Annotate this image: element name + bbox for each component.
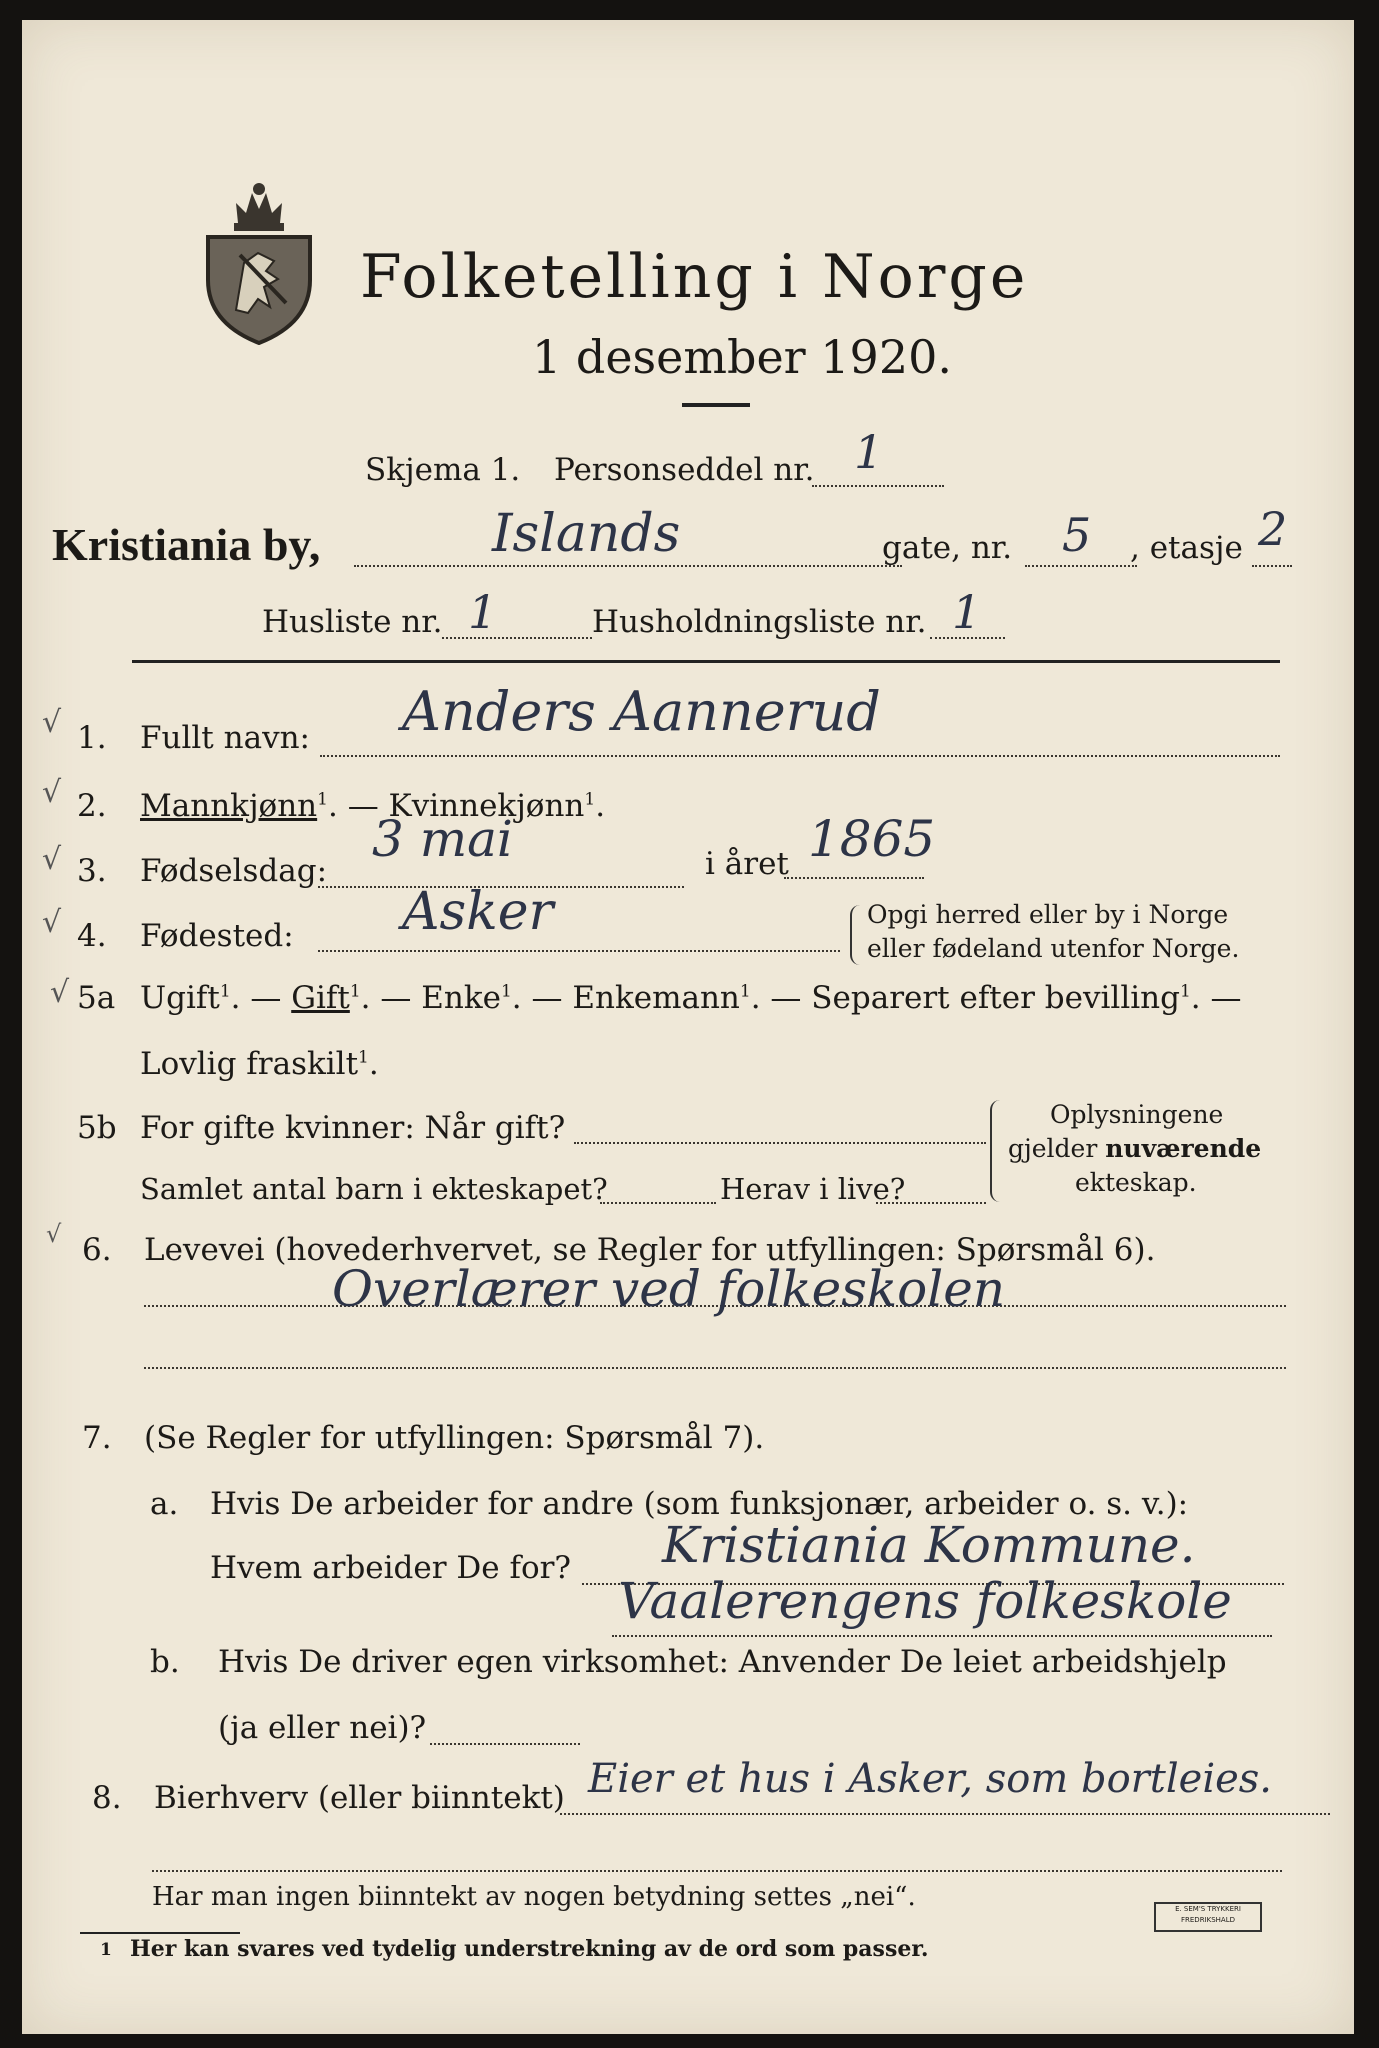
q1-line xyxy=(320,755,1280,757)
q7a-letter: a. xyxy=(150,1486,179,1522)
q2-kvinne-option: Kvinnekjønn xyxy=(388,788,585,824)
q7a-text: Hvis De arbeider for andre (som funksjonær, arbeider o. s. v.): xyxy=(210,1486,1189,1522)
q5a-enke-option: Enke xyxy=(421,980,501,1016)
house-number-line xyxy=(1025,565,1137,567)
q5a-options: Ugift$^1$. — Gift$^1$. — Enke$^1$. — Enkemann$^1$. — Separert efter bevilling$^1$. — xyxy=(140,980,1242,1016)
coat-of-arms-icon xyxy=(200,175,318,345)
q4-note-2: eller fødeland utenfor Norge. xyxy=(867,934,1240,963)
etasje-value: 2 xyxy=(1258,502,1288,556)
q7a-employer-value-1: Kristiania Kommune. xyxy=(662,1516,1196,1574)
q5b-note-1: Oplysningene xyxy=(1050,1100,1224,1129)
check-mark-2: √ xyxy=(42,775,62,810)
q6-number: 6. xyxy=(82,1232,112,1268)
q5a-gift-option: Gift xyxy=(291,980,350,1016)
printer-stamp-line-2: FREDRIKSHALD xyxy=(1180,1916,1235,1924)
q4-note-1: Opgi herred eller by i Norge xyxy=(867,900,1229,929)
husliste-line xyxy=(442,637,592,639)
q7b-line xyxy=(430,1743,580,1745)
form-title: Folketelling i Norge xyxy=(360,242,1029,312)
q1-name-value: Anders Aannerud xyxy=(402,680,881,743)
q1-label: Fullt navn: xyxy=(140,720,310,756)
q5b-children-line xyxy=(600,1202,716,1204)
q1-number: 1. xyxy=(77,720,107,756)
personseddel-label: Personseddel nr. xyxy=(554,452,815,488)
q3-year-line xyxy=(784,877,924,879)
q6-label: Levevei (hovederhvervet, se Regler for utfyllingen: Spørsmål 6). xyxy=(144,1232,1156,1268)
husholdning-label: Husholdningsliste nr. xyxy=(592,604,927,640)
street-line xyxy=(354,565,902,567)
city-label: Kristiania by, xyxy=(52,519,321,570)
q4-brace xyxy=(850,905,860,965)
q5a-separert-option: Separert efter bevilling xyxy=(811,980,1180,1016)
q5a-fraskilt-option: Lovlig fraskilt xyxy=(140,1046,359,1082)
check-mark-4: √ xyxy=(42,905,62,940)
q5b-number: 5b xyxy=(77,1110,117,1146)
header-divider xyxy=(132,660,1280,663)
q5b-living-line xyxy=(876,1202,986,1204)
q2-options: Mannkjønn$^1$. — Kvinnekjønn$^1$. xyxy=(140,788,606,824)
q6-occupation-value: Overlærer ved folkeskolen xyxy=(332,1260,1006,1318)
q8-secondary-income-value: Eier et hus i Asker, som bortleies. xyxy=(588,1756,1273,1802)
personseddel-value: 1 xyxy=(854,425,884,479)
printer-stamp-line-1: E. SEM'S TRYKKERI xyxy=(1175,1905,1241,1913)
husholdning-value: 1 xyxy=(952,585,982,639)
husliste-label: Husliste nr. xyxy=(262,604,443,640)
q4-line xyxy=(318,950,840,952)
footnote-rule xyxy=(80,1932,240,1934)
title-rule xyxy=(682,403,750,407)
q3-number: 3. xyxy=(77,853,107,889)
check-mark-5a: √ xyxy=(50,975,70,1010)
q8-label: Bierhverv (eller biinntekt) xyxy=(154,1780,565,1816)
q7b-label: (ja eller nei)? xyxy=(218,1710,427,1746)
q7-label: (Se Regler for utfyllingen: Spørsmål 7). xyxy=(144,1420,765,1456)
q3-year-value: 1865 xyxy=(808,810,936,868)
q3-label: Fødselsdag: xyxy=(140,853,328,889)
no-income-note: Har man ingen biinntekt av nogen betydning settes „nei“. xyxy=(152,1882,916,1912)
check-mark-3: √ xyxy=(42,842,62,877)
q2-mann-option: Mannkjønn xyxy=(140,788,318,824)
house-number-value: 5 xyxy=(1062,508,1092,562)
printer-stamp xyxy=(1154,1902,1262,1932)
q5b-living-label: Herav i live? xyxy=(720,1172,906,1206)
street-value: Islands xyxy=(492,504,681,564)
q6-line-2 xyxy=(144,1367,1286,1369)
q5a-line-2: Lovlig fraskilt$^1$. xyxy=(140,1046,379,1082)
q7a-line-2 xyxy=(612,1635,1272,1637)
q3-date-value: 3 mai xyxy=(372,810,513,868)
census-date: 1 desember 1920. xyxy=(532,330,952,384)
q7-number: 7. xyxy=(82,1420,112,1456)
q5b-label: For gifte kvinner: Når gift? xyxy=(140,1110,566,1146)
etasje-line xyxy=(1252,565,1292,567)
check-mark-1: √ xyxy=(42,705,62,740)
gate-label: gate, nr. xyxy=(882,530,1013,566)
q7b-text: Hvis De driver egen virksomhet: Anvender De leiet arbeidshjelp xyxy=(218,1644,1227,1680)
q8-line-1 xyxy=(560,1813,1330,1815)
q2-end: . xyxy=(595,788,606,824)
q7b-letter: b. xyxy=(150,1644,180,1680)
q2-separator: . — xyxy=(327,788,389,824)
q5b-note-2b: nuværende xyxy=(1105,1134,1262,1163)
q4-label: Fødested: xyxy=(140,918,294,954)
q5b-children-label: Samlet antal barn i ekteskapet? xyxy=(140,1172,608,1206)
q5b-brace xyxy=(990,1100,1002,1202)
q5b-note-2 xyxy=(1008,1134,1261,1163)
q3-year-label: i året xyxy=(705,846,789,882)
q5a-enkemann-option: Enkemann xyxy=(572,980,740,1016)
personseddel-line xyxy=(812,485,944,487)
census-form xyxy=(22,20,1354,2034)
q4-birthplace-value: Asker xyxy=(402,882,554,942)
footnote-text: Her kan svares ved tydelig understrekning av de ord som passer. xyxy=(130,1936,929,1962)
q7a-employer-value-2: Vaalerengens folkeskole xyxy=(618,1572,1232,1630)
q5b-note-3: ekteskap. xyxy=(1075,1168,1197,1197)
q4-number: 4. xyxy=(77,918,107,954)
q5a-ugift-option: Ugift xyxy=(140,980,220,1016)
skjema-label: Skjema 1. xyxy=(365,452,521,488)
check-mark-6: √ xyxy=(46,1220,62,1248)
q8-line-2 xyxy=(152,1870,1282,1872)
q5b-married-line xyxy=(574,1142,986,1144)
q5b-note-2a: gjelder xyxy=(1008,1134,1106,1163)
husliste-value: 1 xyxy=(468,585,498,639)
q7a-label: Hvem arbeider De for? xyxy=(210,1550,572,1586)
etasje-label: , etasje xyxy=(1130,530,1243,566)
footnote-mark: 1 xyxy=(100,1940,112,1960)
q5a-number: 5a xyxy=(77,980,116,1016)
q8-number: 8. xyxy=(92,1780,122,1816)
q2-number: 2. xyxy=(77,788,107,824)
